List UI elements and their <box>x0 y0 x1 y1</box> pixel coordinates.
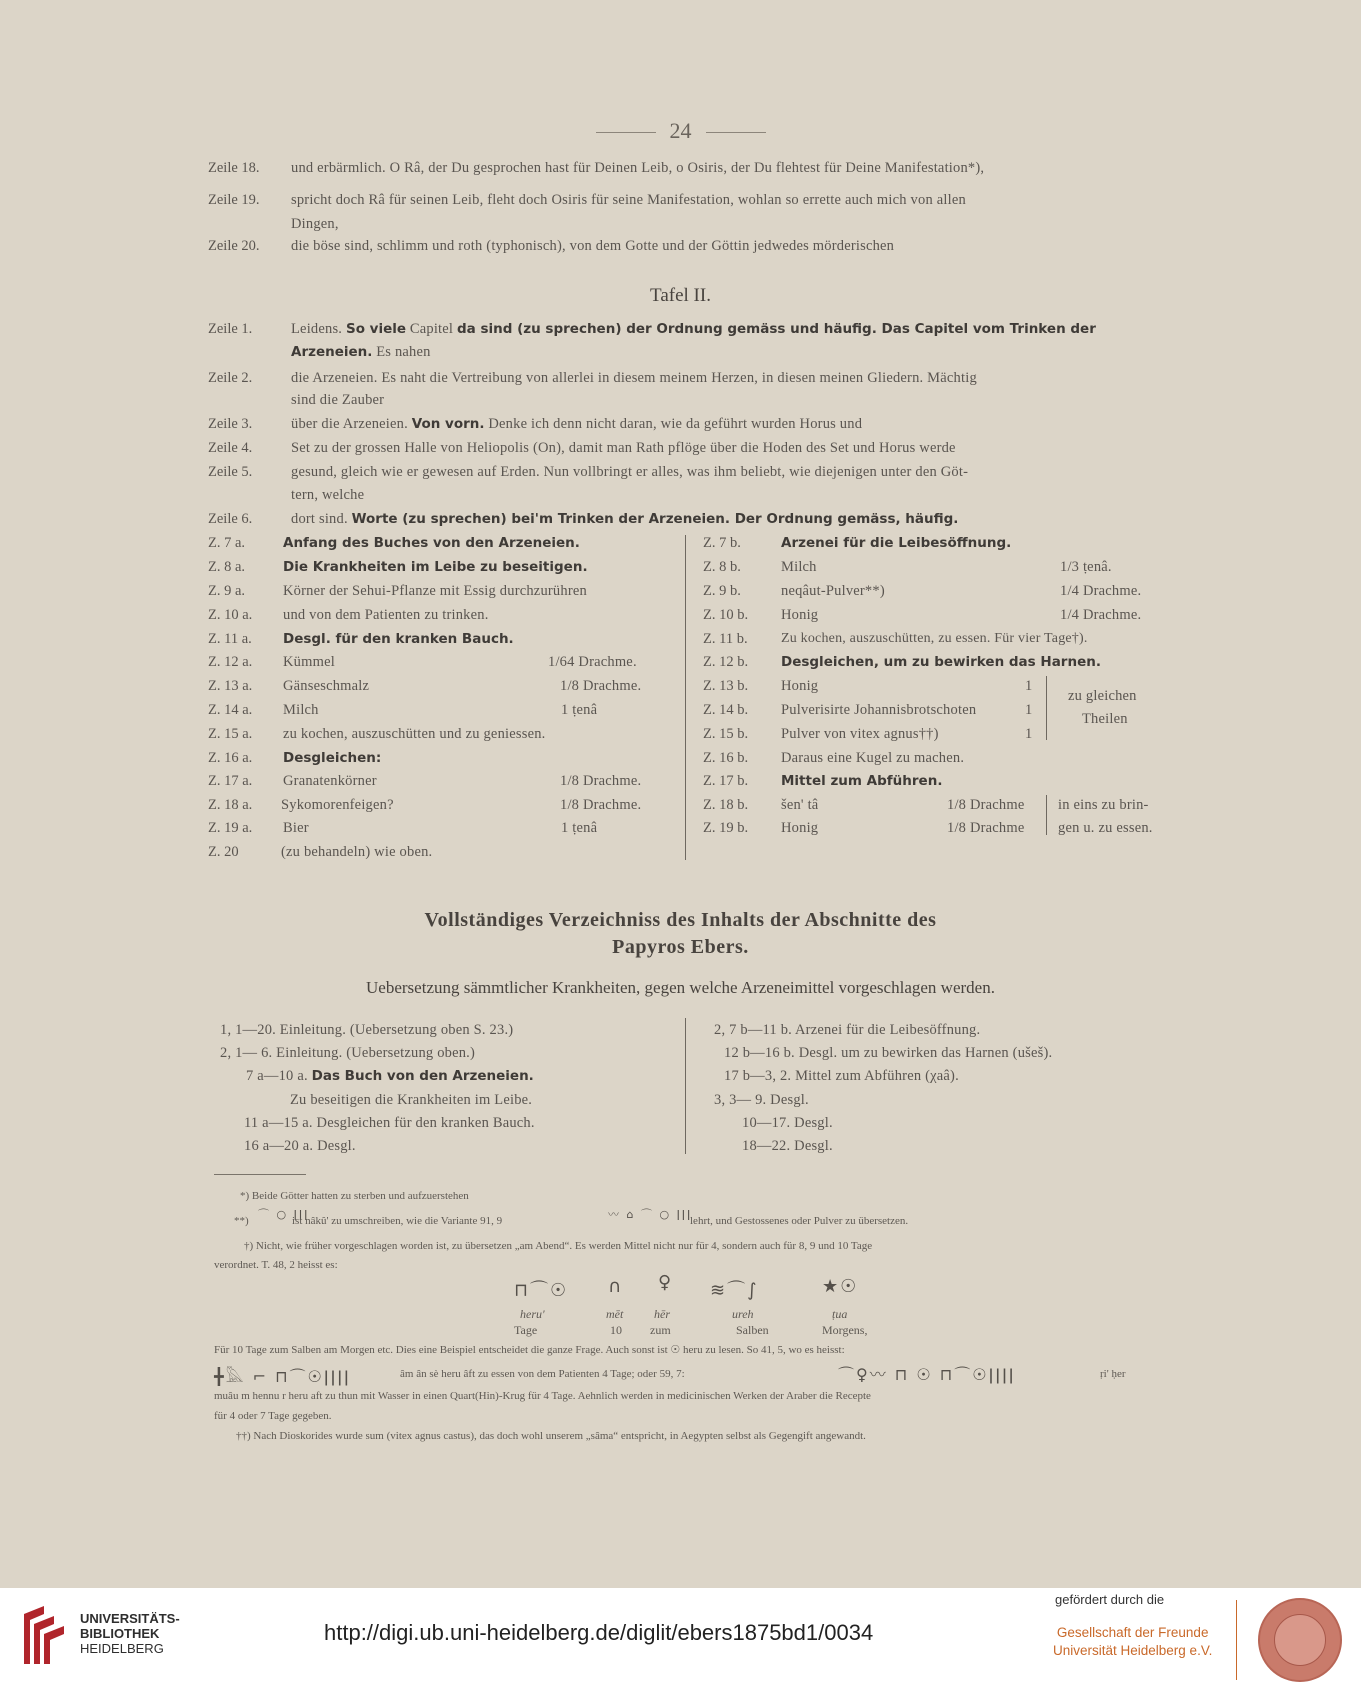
text-line: dort sind. Worte (zu sprechen) bei'm Trinken der Arzeneien. Der Ordnung gemäss, häufig. <box>291 511 959 527</box>
row-label: Z. 17 b. <box>703 773 749 789</box>
row-quantity: 1/3 ṭenâ. <box>1060 559 1112 575</box>
text-line: und erbärmlich. O Râ, der Du gesprochen hast für Deinen Leib, o Osiris, der Du flehtest für Deine Manifestation*), <box>291 160 985 176</box>
row-quantity: 1/8 Drachme <box>947 820 1025 836</box>
text-line: Set zu der grossen Halle von Heliopolis (On), damit man Rath pflöge über die Hoden des Set und Horus werde <box>291 440 956 456</box>
index-entry: 2, 1— 6. Einleitung. (Uebersetzung oben.) <box>220 1045 476 1061</box>
text-line: Leidens. So viele Capitel da sind (zu sprechen) der Ordnung gemäss und häufig. Das Capitel vom Trinken der <box>291 321 1096 337</box>
row-label: Z. 10 a. <box>208 607 253 623</box>
translation: Tage <box>514 1323 538 1337</box>
row-label: Z. 15 b. <box>703 726 749 742</box>
brace-note: in eins zu brin- <box>1058 797 1149 813</box>
index-entry: 7 a—10 a. Das Buch von den Arzeneien. <box>246 1068 534 1084</box>
hieroglyph-met-icon: ∩ <box>608 1276 624 1297</box>
row-label: Z. 14 b. <box>703 702 749 718</box>
footnote: muâu m hennu r heru aft zu thun mit Wasser in einen Quart(Hin)-Krug für 4 Tage. Aehnlich werden in medicinischen Werken der Araber die Recepte <box>214 1390 871 1402</box>
hieroglyph-her-icon: ♀ <box>658 1272 674 1293</box>
row-text: Mittel zum Abführen. <box>781 773 943 789</box>
row-quantity: 1 <box>1025 678 1033 694</box>
index-entry: 16 a—20 a. Desgl. <box>244 1138 356 1154</box>
footnote: lehrt, und Gestossenes oder Pulver zu übersetzen. <box>690 1215 909 1227</box>
footnote-rule <box>214 1174 306 1175</box>
text-line: gesund, gleich wie er gewesen auf Erden. Nun vollbringt er alles, was ihm beliebt, wie diejenigen unter den Göt- <box>291 464 969 480</box>
row-text: Honig <box>781 607 819 623</box>
row-text: Anfang des Buches von den Arzeneien. <box>283 535 580 551</box>
row-quantity: 1/4 Drachme. <box>1060 583 1142 599</box>
brace-note: zu gleichen <box>1068 688 1137 704</box>
university-seal-icon <box>1258 1598 1342 1682</box>
row-label: Z. 10 b. <box>703 607 749 623</box>
text-line: spricht doch Râ für seinen Leib, fleht doch Osiris für seine Manifestation, wohlan so errette auch mich von allen <box>291 192 966 208</box>
column-divider <box>685 535 686 860</box>
line-label: Zeile 3. <box>208 416 253 432</box>
row-text: Honig <box>781 678 819 694</box>
row-text: Desgleichen, um zu bewirken das Harnen. <box>781 654 1101 670</box>
line-label: Zeile 2. <box>208 370 253 386</box>
line-label: Zeile 19. <box>208 192 260 208</box>
hieroglyph-group: ⌒ ○ ǀǀǀ <box>258 1208 310 1221</box>
row-quantity: 1/8 Drachme. <box>560 773 642 789</box>
line-label: Zeile 5. <box>208 464 253 480</box>
hieroglyph-ureh-icon: ≋⌒∫ <box>710 1280 759 1301</box>
row-label: Z. 12 a. <box>208 654 253 670</box>
row-label: Z. 7 a. <box>208 535 246 551</box>
translation: Salben <box>736 1323 769 1337</box>
row-text: Sykomorenfeigen? <box>281 797 394 813</box>
row-text: neqâut-Pulver**) <box>781 583 885 599</box>
row-label: Z. 9 b. <box>703 583 741 599</box>
line-label: Zeile 4. <box>208 440 253 456</box>
translation: 10 <box>610 1323 622 1337</box>
row-text: Kümmel <box>283 654 335 670</box>
footnote: Für 10 Tage zum Salben am Morgen etc. Dies eine Beispiel entscheidet die ganze Frage. Auch sonst ist ☉ heru zu lesen. So 41, 5, wo es heisst: <box>214 1344 845 1356</box>
row-text: Pulver von vitex agnus††) <box>781 726 939 742</box>
index-entry: 11 a—15 a. Desgleichen für den kranken Bauch. <box>244 1115 535 1131</box>
text-line: Arzeneien. Es nahen <box>291 344 431 360</box>
row-text: Pulverisirte Johannisbrotschoten <box>781 702 977 718</box>
hieroglyph-group: 〰 ⌂ ⌒ ○ ǀǀǀ <box>608 1208 693 1221</box>
index-entry: 18—22. Desgl. <box>742 1138 833 1154</box>
row-label: Z. 8 a. <box>208 559 246 575</box>
text-line: tern, welche <box>291 487 365 503</box>
text-line: die Arzeneien. Es naht die Vertreibung von allerlei in diesem meinem Herzen, in diesen meinen Gliedern. Mächtig <box>291 370 977 386</box>
index-entry: 2, 7 b—11 b. Arzenei für die Leibesöffnung. <box>714 1022 981 1038</box>
row-text: Bier <box>283 820 309 836</box>
footnote: ††) Nach Dioskorides wurde sum (vitex agnus castus), das doch wohl unserem „sâma“ entspricht, in Aegypten selbst als Gegengift angewandt. <box>236 1430 866 1442</box>
brace-note: gen u. zu essen. <box>1058 820 1153 836</box>
ub-heidelberg-wordmark: UNIVERSITÄTS- BIBLIOTHEK HEIDELBERG <box>80 1611 180 1656</box>
ub-heidelberg-logo-icon <box>14 1604 70 1668</box>
row-text: zu kochen, auszuschütten und zu geniessen. <box>283 726 546 742</box>
transliteration: mēt <box>606 1307 624 1321</box>
row-text: Arzenei für die Leibesöffnung. <box>781 535 1012 551</box>
index-subtitle: Uebersetzung sämmtlicher Krankheiten, gegen welche Arzeneimittel vorgeschlagen werden. <box>366 978 995 997</box>
brace <box>1046 676 1047 740</box>
row-label: Z. 19 b. <box>703 820 749 836</box>
hieroglyph-tua-icon: ★☉ <box>822 1276 859 1297</box>
row-quantity: 1 ṭenâ <box>561 702 598 718</box>
text-line: sind die Zauber <box>291 392 385 408</box>
row-label: Z. 16 a. <box>208 750 253 766</box>
text-line: Dingen, <box>291 216 339 232</box>
text-line: die böse sind, schlimm und roth (typhonisch), von dem Gotte und der Göttin jedwedes mörderischen <box>291 238 895 254</box>
line-label: Zeile 20. <box>208 238 260 254</box>
row-quantity: 1 <box>1025 726 1033 742</box>
row-text: Granatenkörner <box>283 773 377 789</box>
translation: Morgens, <box>822 1323 868 1337</box>
hieroglyph-line-icon: ⌒♀〰 ⊓ ☉ ⊓⌒☉ǀǀǀǀ <box>838 1365 1016 1384</box>
row-quantity: 1/8 Drachme. <box>560 797 642 813</box>
index-entry: 1, 1—20. Einleitung. (Uebersetzung oben S. 23.) <box>220 1022 514 1038</box>
row-label: Z. 12 b. <box>703 654 749 670</box>
hieroglyph-line-icon: ╋𓅓 ⌐ ⊓⌒☉ǀǀǀǀ <box>214 1367 351 1386</box>
row-quantity: 1/8 Drachme. <box>560 678 642 694</box>
row-quantity: 1 <box>1025 702 1033 718</box>
transliteration: ṭua <box>832 1307 848 1321</box>
index-entry: Zu beseitigen die Krankheiten im Leibe. <box>290 1092 533 1108</box>
brace <box>1046 795 1047 835</box>
row-label: Z. 18 a. <box>208 797 253 813</box>
footnote: ist nâkû' zu umschreiben, wie die Variante 91, 9 <box>292 1215 503 1227</box>
row-text: Desgl. für den kranken Bauch. <box>283 631 514 647</box>
row-text: Milch <box>283 702 319 718</box>
footer-divider <box>1236 1600 1237 1680</box>
row-label: Z. 17 a. <box>208 773 253 789</box>
index-title: Vollständiges Verzeichniss des Inhalts der Abschnitte des <box>424 909 937 931</box>
row-quantity: 1/8 Drachme <box>947 797 1025 813</box>
footnote: ṛi' ḥer <box>1100 1368 1126 1380</box>
footnote: verordnet. T. 48, 2 heisst es: <box>214 1259 338 1271</box>
row-label: Z. 8 b. <box>703 559 741 575</box>
row-label: Z. 16 b. <box>703 750 749 766</box>
row-label: Z. 15 a. <box>208 726 253 742</box>
page-number: 24 <box>0 118 1361 144</box>
translation: zum <box>650 1323 671 1337</box>
row-text: šen' tâ <box>781 797 819 813</box>
index-title: Papyros Ebers. <box>612 936 749 958</box>
row-text: (zu behandeln) wie oben. <box>281 844 433 860</box>
tafel-heading: Tafel II. <box>650 285 711 306</box>
transliteration: hēr <box>654 1307 670 1321</box>
row-quantity: 1 ṭenâ <box>561 820 598 836</box>
index-entry: 10—17. Desgl. <box>742 1115 833 1131</box>
row-label: Z. 11 a. <box>208 631 252 647</box>
brace-note: Theilen <box>1082 711 1128 727</box>
sponsor-caption: gefördert durch die <box>1055 1592 1165 1607</box>
row-label: Z. 13 b. <box>703 678 749 694</box>
row-label: Z. 11 b. <box>703 631 748 647</box>
footnote: âm ân sè heru âft zu essen von dem Patienten 4 Tage; oder 59, 7: <box>400 1368 685 1380</box>
footnote: **) <box>234 1215 249 1227</box>
sponsor-name: Gesellschaft der Freunde Universität Heidelberg e.V. <box>1053 1625 1213 1658</box>
row-label: Z. 18 b. <box>703 797 749 813</box>
row-label: Z. 13 a. <box>208 678 253 694</box>
index-entry: 3, 3— 9. Desgl. <box>714 1092 809 1108</box>
row-text: und von dem Patienten zu trinken. <box>283 607 489 623</box>
row-label: Z. 7 b. <box>703 535 741 551</box>
row-text: Die Krankheiten im Leibe zu beseitigen. <box>283 559 588 575</box>
footnote: für 4 oder 7 Tage gegeben. <box>214 1410 332 1422</box>
column-divider <box>685 1018 686 1154</box>
index-entry: 12 b—16 b. Desgl. um zu bewirken das Harnen (ušeš). <box>724 1045 1053 1061</box>
row-label: Z. 19 a. <box>208 820 253 836</box>
row-text: Honig <box>781 820 819 836</box>
footnote: *) Beide Götter hatten zu sterben und aufzuerstehen <box>240 1190 469 1202</box>
transliteration: ureh <box>732 1307 754 1321</box>
line-label: Zeile 18. <box>208 160 260 176</box>
row-text: Gänseschmalz <box>283 678 370 694</box>
row-label: Z. 14 a. <box>208 702 253 718</box>
row-quantity: 1/64 Drachme. <box>548 654 637 670</box>
line-label: Zeile 1. <box>208 321 253 337</box>
row-text: Daraus eine Kugel zu machen. <box>781 750 965 766</box>
row-label: Z. 9 a. <box>208 583 246 599</box>
row-text: Körner der Sehui-Pflanze mit Essig durchzurühren <box>283 583 587 599</box>
hieroglyph-heru-icon: ⊓⌒☉ <box>514 1280 569 1301</box>
row-quantity: 1/4 Drachme. <box>1060 607 1142 623</box>
row-text: Zu kochen, auszuschütten, zu essen. Für vier Tage†). <box>781 631 1088 646</box>
row-text: Desgleichen: <box>283 750 382 766</box>
index-entry: 17 b—3, 2. Mittel zum Abführen (χaâ). <box>724 1068 959 1084</box>
footnote: †) Nicht, wie früher vorgeschlagen worden ist, zu übersetzen „am Abend“. Es werden Mittel nicht nur für 4, sondern auch für 8, 9 und 10 Tage <box>244 1240 873 1252</box>
transliteration: heru' <box>520 1307 545 1321</box>
line-label: Zeile 6. <box>208 511 253 527</box>
text-line: über die Arzeneien. Von vorn. Denke ich denn nicht daran, wie da geführt wurden Horus und <box>291 416 863 432</box>
row-text: Milch <box>781 559 817 575</box>
row-label: Z. 20 <box>208 844 239 860</box>
permalink-url[interactable]: http://digi.ub.uni-heidelberg.de/diglit/ebers1875bd1/0034 <box>324 1620 874 1645</box>
